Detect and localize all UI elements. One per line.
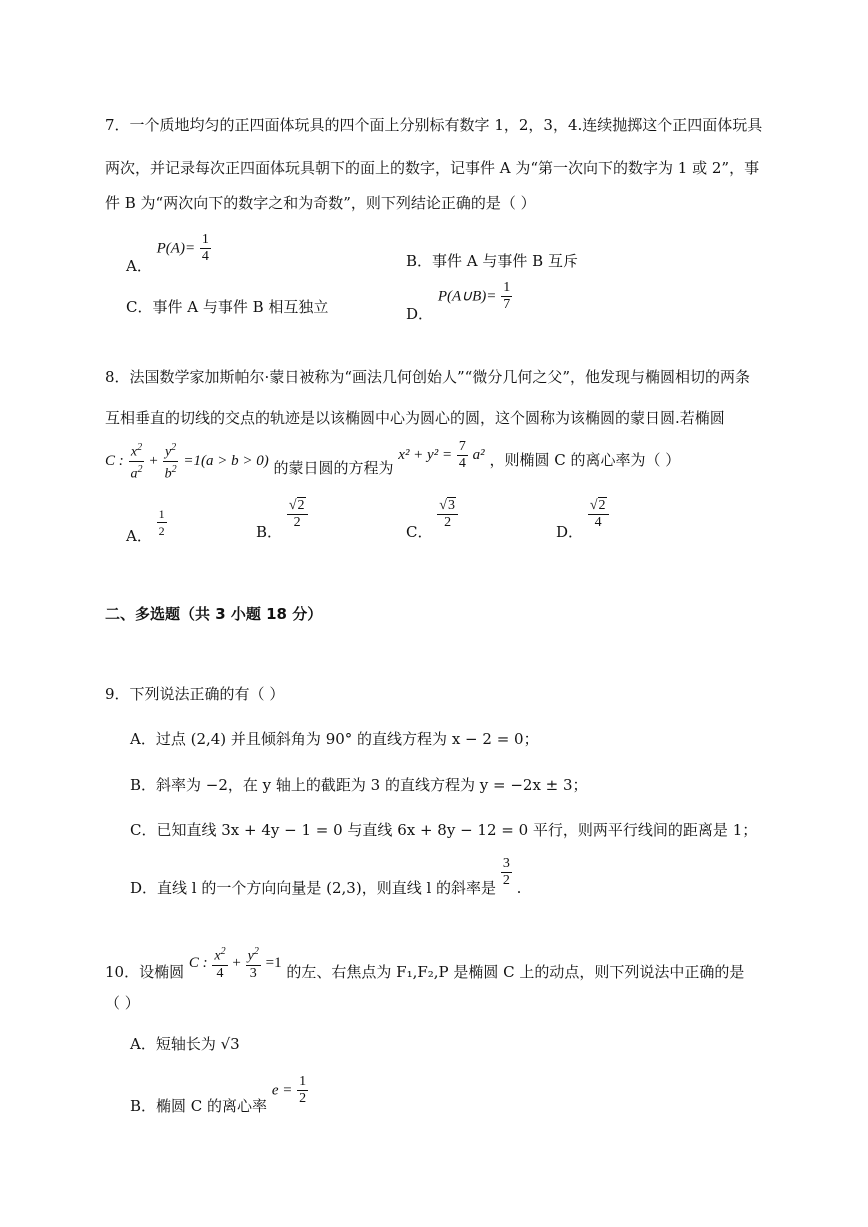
q7-option-d-denominator: 7: [503, 297, 511, 312]
q8-option-d-numerator: 2: [598, 498, 606, 513]
q8-option-c-numerator: 3: [447, 498, 455, 513]
q8-option-a-label: A．: [126, 526, 152, 545]
q10-prefix: 10．设椭圆: [105, 963, 185, 981]
q10-option-b-e: e =: [271, 1082, 293, 1099]
q9-option-d-denominator: 2: [502, 873, 510, 888]
q8-option-c-fraction: $\frac{√3}{2}$: [437, 498, 458, 531]
q7-option-d-numerator: 1: [503, 280, 511, 295]
q7-stem-line-1: 7．一个质地均匀的正四面体玩具的四个面上分别标有数字 1，2，3，4.连续抛掷这个正四面体玩具: [105, 116, 763, 134]
q10-paren: （ ）: [105, 994, 140, 1012]
q7-option-a-formula: P(A)=: [156, 240, 196, 257]
q8-ellipse-x-fraction: $\frac{x^2}{a^2}$: [130, 442, 143, 482]
q8-option-c-denominator: 2: [444, 515, 452, 530]
q10-ellipse-x-fraction: $\frac{x^2}{4}$: [214, 946, 226, 981]
q8-option-b-denominator: 2: [293, 515, 301, 530]
q7-option-d-fraction: [501, 280, 512, 313]
q8-option-b[interactable]: [256, 498, 308, 541]
q8-option-d-fraction: $\frac{√2}{4}$: [588, 498, 609, 531]
q9-option-d-text: D．直线 l 的一个方向向量是 (2,3)，则直线 l 的斜率是: [130, 878, 497, 897]
q10-ellipse-y-fraction: $\frac{y^2}{3}$: [247, 946, 259, 981]
q8-option-c[interactable]: [406, 498, 458, 541]
q9-option-d-end: .: [516, 878, 522, 897]
q8-ellipse-prefix: C :: [105, 453, 124, 470]
q10-option-b[interactable]: [130, 1074, 308, 1115]
q7-option-d[interactable]: [406, 280, 512, 323]
q9-option-c[interactable]: C．已知直线 3x + 4y − 1 = 0 与直线 6x + 8y − 12 = 0 平行，则两平行线间的距离是 1；: [130, 821, 758, 839]
q7-option-b[interactable]: B．事件 A 与事件 B 互斥: [406, 252, 578, 270]
q10-option-b-text: B．椭圆 C 的离心率: [130, 1096, 268, 1115]
q9-option-d-fraction: [501, 856, 512, 889]
q8-end-text: ，则椭圆 C 的离心率为（ ）: [489, 451, 681, 470]
q8-option-c-label: C．: [406, 522, 433, 541]
q10-stem: 10．设椭圆 C : $\frac{x^2}{4}$ + $\frac{y^2}{3}$ =1 的左、右焦点为 F₁,F₂,P 是椭圆 C 上的动点，则下列说法中正确的是: [105, 946, 745, 981]
q8-option-a-fraction: [157, 506, 167, 539]
q9-option-d-numerator: 3: [502, 856, 510, 871]
q8-ellipse-suffix: =1(a > b > 0): [183, 453, 269, 470]
q8-option-d-denominator: 4: [594, 515, 602, 530]
q7-option-a[interactable]: [126, 232, 211, 275]
q10-option-a[interactable]: A．短轴长为 √3: [130, 1035, 240, 1053]
q8-option-a-numerator: 1: [158, 507, 165, 521]
q8-option-d-label: D．: [556, 522, 584, 541]
q7-option-c[interactable]: C．事件 A 与事件 B 相互独立: [126, 298, 329, 316]
q8-circle-equation: x² + y² =: [398, 447, 453, 464]
q7-option-a-numerator: 1: [201, 232, 209, 247]
q8-stem-line-3: C : $\frac{x^2}{a^2}$ + $\frac{y^2}{b^2}$ =1(a > b > 0) 的蒙日圆的方程为 x² + y² = $\frac{7}{4}$ a² ，则椭圆 C 的离心率为（ ）: [105, 438, 681, 482]
q8-circle-tail: a²: [472, 447, 485, 464]
q8-option-b-label: B．: [256, 522, 283, 541]
q10-ellipse-prefix: C :: [188, 955, 208, 971]
q7-option-a-label: A．: [126, 256, 152, 275]
q7-option-a-fraction: [200, 232, 211, 265]
q9-stem: 9．下列说法正确的有（ ）: [105, 685, 285, 703]
q8-option-b-fraction: $\frac{√2}{2}$: [287, 498, 308, 531]
q8-circle-denominator: 4: [458, 455, 466, 471]
q8-option-a-denominator: 2: [158, 524, 165, 538]
q8-option-a[interactable]: [126, 506, 167, 545]
q8-stem-line-2: 互相垂直的切线的交点的轨迹是以该椭圆中心为圆心的圆，这个圆称为该椭圆的蒙日圆.若椭圆: [105, 409, 725, 427]
q10-rest: 的左、右焦点为 F₁,F₂,P 是椭圆 C 上的动点，则下列说法中正确的是: [286, 963, 745, 981]
q8-ellipse-y-fraction: $\frac{y^2}{b^2}$: [164, 442, 177, 482]
q10-ellipse-suffix: =1: [265, 955, 282, 971]
q7-option-d-formula: P(A∪B)=: [437, 288, 497, 305]
q9-option-b[interactable]: B．斜率为 −2，在 y 轴上的截距为 3 的直线方程为 y = −2x ± 3；: [130, 776, 588, 794]
q8-mid-text: 的蒙日圆的方程为: [273, 459, 394, 478]
q8-circle-numerator: 7: [458, 438, 466, 454]
q9-option-d[interactable]: [130, 856, 522, 897]
q10-option-b-fraction: [297, 1074, 308, 1107]
q10-option-b-numerator: 1: [299, 1074, 307, 1089]
q8-option-b-numerator: 2: [297, 498, 305, 513]
q10-option-b-denominator: 2: [299, 1091, 307, 1106]
q8-option-d[interactable]: [556, 498, 609, 541]
q7-option-a-denominator: 4: [201, 249, 209, 264]
q8-stem-line-1: 8．法国数学家加斯帕尔·蒙日被称为“画法几何创始人”“微分几何之父”，他发现与椭圆相切的两条: [105, 368, 750, 386]
q9-option-a[interactable]: A．过点 (2,4) 并且倾斜角为 90° 的直线方程为 x − 2 = 0；: [130, 730, 539, 748]
q7-stem-line-3: 件 B 为“两次向下的数字之和为奇数”，则下列结论正确的是（ ）: [105, 194, 536, 212]
q7-stem-line-2: 两次，并记录每次正四面体玩具朝下的面上的数字，记事件 A 为“第一次向下的数字为 1 或 2”，事: [105, 159, 760, 177]
section-heading: 二、多选题（共 3 小题 18 分）: [105, 605, 323, 623]
q8-circle-fraction: [457, 439, 468, 472]
q7-option-d-label: D．: [406, 304, 434, 323]
